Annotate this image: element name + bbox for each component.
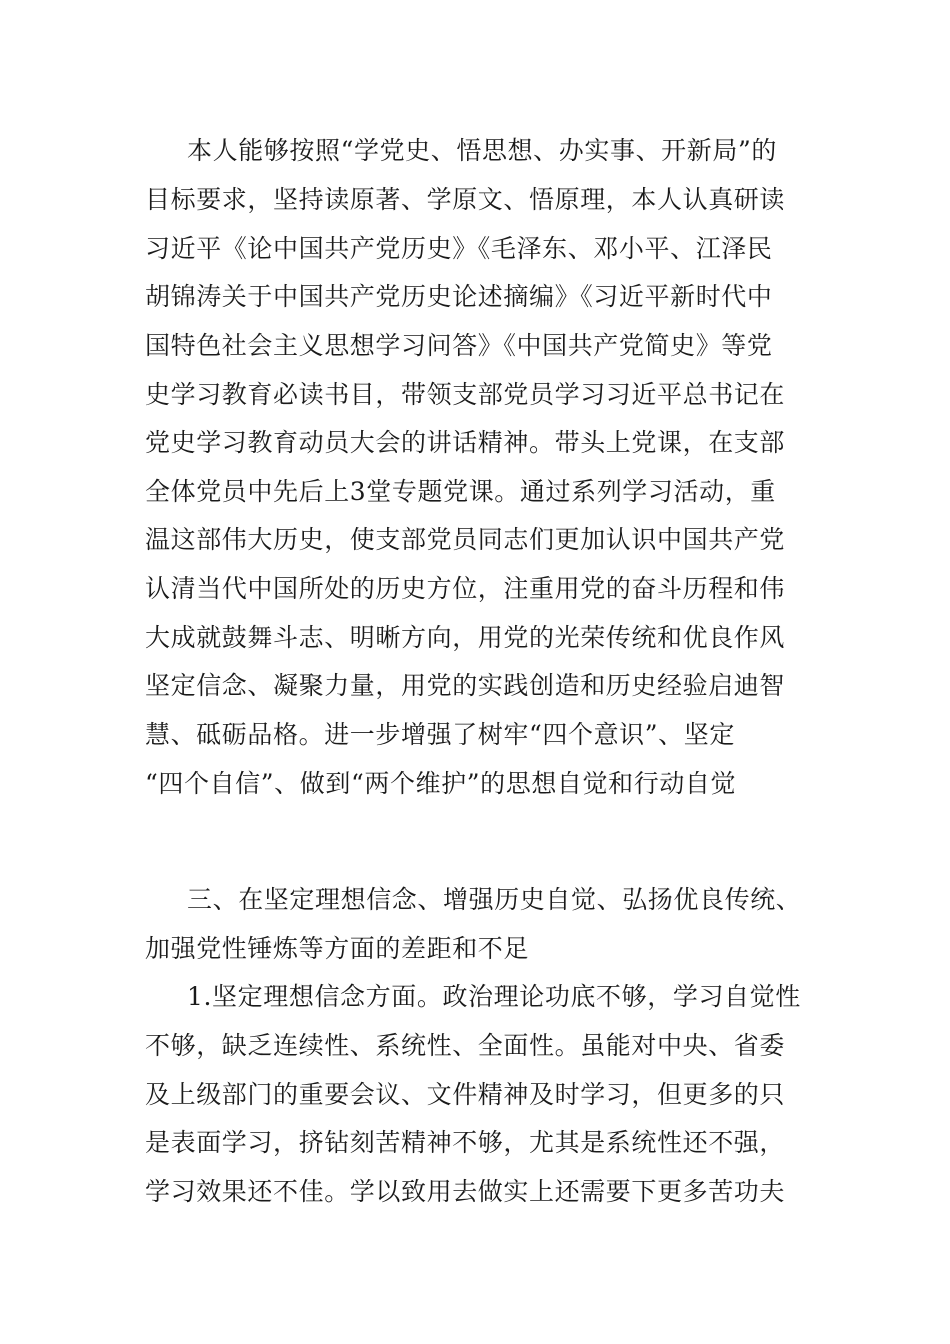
paragraph-1-line-2: 目标要求，坚持读原著、学原文、悟原理，本人认真研读 [145,185,786,214]
paragraph-2-line-3: 及上级部门的重要会议、文件精神及时学习，但更多的只 [145,1080,786,1109]
section-heading-line-2: 加强党性锤炼等方面的差距和不足 [145,934,530,963]
paragraph-1-line-9: 温这部伟大历史，使支部党员同志们更加认识中国共产党 [145,525,786,554]
paragraph-1-line-1: 本人能够按照“学党史、悟思想、办实事、开新局”的 [187,136,777,165]
paragraph-1-line-13: 慧、砥砺品格。进一步增强了树牢“四个意识”、坚定 [145,720,735,749]
paragraph-1-line-11: 大成就鼓舞斗志、明晰方向，用党的光荣传统和优良作风 [145,623,786,652]
paragraph-1-line-10: 认清当代中国所处的历史方位，注重用党的奋斗历程和伟 [145,574,786,603]
paragraph-1-line-14: “四个自信”、做到“两个维护”的思想自觉和行动自觉 [145,769,737,798]
paragraph-1-line-7: 党史学习教育动员大会的讲话精神。带头上党课，在支部 [145,428,786,457]
paragraph-2-line-5: 学习效果还不佳。学以致用去做实上还需要下更多苦功夫 [145,1177,786,1206]
section-heading-line-1: 三、在坚定理想信念、增强历史自觉、弘扬优良传统、 [187,885,802,914]
paragraph-1-line-8: 全体党员中先后上3堂专题党课。通过系列学习活动，重 [145,477,776,506]
paragraph-1-line-12: 坚定信念、凝聚力量，用党的实践创造和历史经验启迪智 [145,671,786,700]
paragraph-1-line-4: 胡锦涛关于中国共产党历史论述摘编》《习近平新时代中 [145,282,773,311]
paragraph-1-line-6: 史学习教育必读书目，带领支部党员学习习近平总书记在 [145,380,786,409]
paragraph-2-line-2: 不够，缺乏连续性、系统性、全面性。虽能对中央、省委 [145,1031,786,1060]
paragraph-1-line-3: 习近平《论中国共产党历史》《毛泽东、邓小平、江泽民 [145,234,773,263]
paragraph-2-line-4: 是表面学习，挤钻刻苦精神不够，尤其是系统性还不强， [145,1128,786,1157]
paragraph-1-line-5: 国特色社会主义思想学习问答》《中国共产党简史》等党 [145,331,773,360]
paragraph-2-line-1: 1.坚定理想信念方面。政治理论功底不够，学习自觉性 [187,982,801,1011]
